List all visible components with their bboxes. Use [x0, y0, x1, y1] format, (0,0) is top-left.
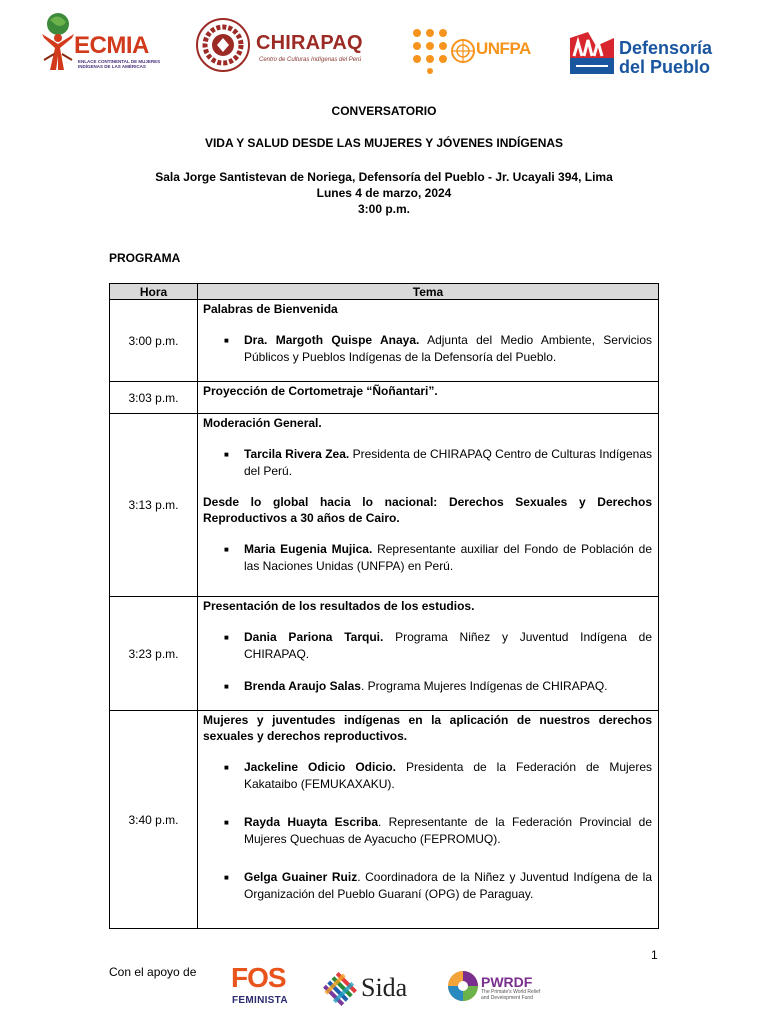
event-title: VIDA Y SALUD DESDE LAS MUJERES Y JÓVENES INDÍGENAS — [204, 136, 564, 150]
list-item — [203, 446, 652, 480]
event-venue: Sala Jorge Santistevan de Noriega, Defensoría del Pueblo - Jr. Ucayali 394, Lima — [155, 170, 613, 184]
bullet-icon: ■ — [224, 450, 229, 459]
list-item — [203, 759, 652, 793]
defensoria-hands-icon — [568, 28, 616, 74]
speaker-desc: Programa Niñez y Juventud Indígena de CHIRAPAQ. — [244, 630, 652, 661]
event-details — [0, 169, 768, 217]
defensoria-wordmark — [619, 39, 712, 77]
chirapaq-wordmark: CHIRAPAQ — [256, 32, 363, 54]
program-table — [109, 283, 659, 929]
bullet-icon: ■ — [224, 682, 229, 691]
bullet-icon: ■ — [224, 336, 229, 345]
page-number: 1 — [651, 948, 658, 962]
speaker-name: Rayda Huayta Escriba — [244, 815, 379, 829]
row-title: Moderación General. — [203, 416, 322, 430]
speaker-desc: . Coordinadora de la Niñez y Juventud Indígena de la Organización del Pueblo Guaraní (OPG) de Paraguay. — [244, 870, 652, 901]
list-item — [203, 629, 652, 663]
table-row — [110, 711, 659, 929]
bullet-icon: ■ — [224, 763, 229, 772]
chirapaq-subtitle: Centro de Culturas Indígenas del Perú — [259, 57, 362, 63]
table-row — [110, 597, 659, 711]
chirapaq-seal-icon — [196, 18, 250, 72]
unfpa-dots-icon — [412, 28, 450, 74]
row-title: Palabras de Bienvenida — [203, 302, 338, 316]
speaker-desc: Presidenta de CHIRAPAQ Centro de Culturas Indígenas del Perú. — [244, 447, 652, 478]
unfpa-wordmark: UNFPA — [476, 39, 531, 58]
row-hora: 3:03 p.m. — [110, 382, 198, 414]
speaker-name: Maria Eugenia Mujica. — [244, 542, 373, 556]
speaker-name: Gelga Guainer Ruiz — [244, 870, 358, 884]
speaker-name: Dania Pariona Tarqui. — [244, 630, 384, 644]
table-header-row — [110, 284, 659, 300]
event-date: Lunes 4 de marzo, 2024 — [316, 186, 452, 200]
col-header-hora: Hora — [110, 284, 198, 300]
logo-row — [0, 8, 768, 84]
bullet-icon: ■ — [224, 873, 229, 882]
row-tema — [198, 597, 659, 711]
row-hora: 3:40 p.m. — [110, 711, 198, 929]
sida-logo — [323, 970, 423, 1010]
pwrdf-wordmark: PWRDF — [481, 974, 533, 990]
row-subtitle: Desde lo global hacia lo nacional: Derechos Sexuales y Derechos Reproductivos a 30 años de Cairo. — [203, 495, 652, 525]
footer — [109, 964, 669, 1014]
unfpa-logo — [412, 28, 532, 78]
bullet-icon: ■ — [224, 633, 229, 642]
ecmia-logo — [38, 10, 170, 76]
event-time: 3:00 p.m. — [357, 202, 411, 216]
chirapaq-logo — [196, 18, 366, 82]
row-tema — [198, 414, 659, 597]
speaker-name: Tarcila Rivera Zea. — [244, 447, 350, 461]
row-title: Proyección de Cortometraje “Ñoñantari”. — [203, 384, 438, 398]
table-row — [110, 300, 659, 382]
bullet-icon: ■ — [224, 545, 229, 554]
speaker-desc: Representante auxiliar del Fondo de Población de las Naciones Unidas (UNFPA) en Perú. — [244, 542, 652, 573]
row-hora: 3:00 p.m. — [110, 300, 198, 382]
sida-weave-icon — [323, 972, 357, 1006]
bullet-icon: ■ — [224, 818, 229, 827]
list-item — [203, 678, 652, 695]
defensoria-logo — [568, 28, 728, 84]
row-tema — [198, 711, 659, 929]
list-item — [203, 541, 652, 575]
feminista-wordmark: FEMINISTA — [232, 995, 288, 1006]
programa-heading: PROGRAMA — [109, 251, 181, 265]
row-title: Presentación de los resultados de los estudios. — [203, 599, 475, 613]
pwrdf-subtitle: The Primate's World Relief and Development Fund — [481, 989, 541, 1001]
pwrdf-logo — [447, 970, 567, 1010]
ecmia-wordmark: ECMIA — [74, 32, 149, 59]
speaker-desc: Adjunta del Medio Ambiente, Servicios Públicos y Pueblos Indígenas de la Defensoría del Pueblo. — [244, 333, 652, 364]
ecmia-figure-icon — [38, 10, 78, 72]
row-tema — [198, 382, 659, 414]
col-header-tema: Tema — [198, 284, 659, 300]
pwrdf-globe-icon — [447, 970, 479, 1002]
fos-wordmark: FOS — [231, 962, 286, 993]
speaker-desc: . Programa Mujeres Indígenas de CHIRAPAQ. — [360, 679, 608, 693]
sida-wordmark: Sida — [361, 973, 408, 1002]
speaker-name: Jackeline Odicio Odicio. — [244, 760, 397, 774]
support-label: Con el apoyo de — [109, 965, 197, 979]
row-title: Mujeres y juventudes indígenas en la aplicación de nuestros derechos sexuales y derechos reproductivos. — [203, 713, 652, 743]
speaker-name: Brenda Araujo Salas — [244, 679, 361, 693]
fos-feminista-logo — [231, 964, 301, 1010]
ecmia-subtitle: ENLACE CONTINENTAL DE MUJERES INDÍGENAS DE LAS AMÉRICAS — [78, 59, 161, 69]
table-row — [110, 414, 659, 597]
speaker-desc: Presidenta de la Federación de Mujeres Kakataibo (FEMUKAXAKU). — [244, 760, 653, 791]
defensoria-line2: del Pueblo — [619, 57, 711, 77]
speaker-desc: . Representante de la Federación Provincial de Mujeres Quechuas de Ayacucho (FEPROMUQ). — [244, 815, 652, 846]
event-type: CONVERSATORIO — [331, 104, 437, 118]
table-row — [110, 382, 659, 414]
defensoria-line1: Defensoría — [619, 38, 713, 58]
row-hora: 3:23 p.m. — [110, 597, 198, 711]
speaker-name: Dra. Margoth Quispe Anaya. — [244, 333, 420, 347]
list-item — [203, 332, 652, 366]
un-globe-icon — [450, 38, 476, 64]
row-tema — [198, 300, 659, 382]
row-hora: 3:13 p.m. — [110, 414, 198, 597]
list-item — [203, 814, 652, 848]
list-item — [203, 869, 652, 903]
